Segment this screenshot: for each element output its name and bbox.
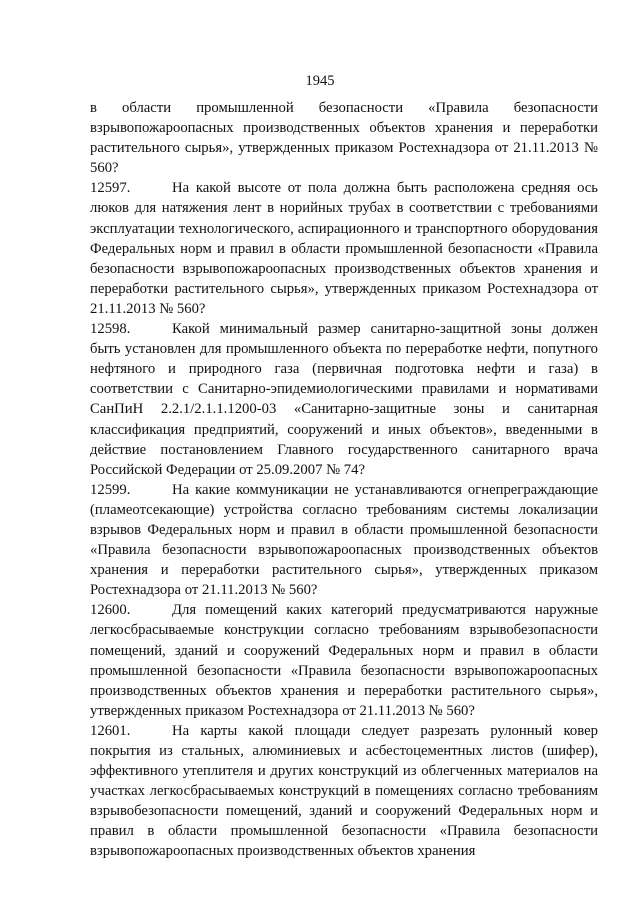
question-number: 12597.: [90, 180, 131, 197]
continuation-paragraph: в области промышленной безопасности «Правила безопасности взрывопожароопасных производственных объектов хранения и переработки растительного сырья», утвержденных приказом Ростехнадзора от 21.11.2013 № 560?: [90, 100, 598, 177]
question-text: Какой минимальный размер санитарно-защитной зоны должен быть установлен для промышленного объекта по переработке нефти, попутного нефтяного и природного газа (первичная подготовка нефти и газа) в соответствии с Санитарно-эпидемиологическими правилами и нормативами СанПиН 2.2.1/2.1.1.1200-03 «Санитарно-защитные зоны и санитарная классификация предприятий, сооружений и иных объектов», введенными в действие постановлением Главного государственного санитарного врача Российской Федерации от 25.09.2007 № 74?: [90, 321, 598, 478]
question-item: [90, 480, 598, 601]
question-number: 12599.: [90, 481, 131, 498]
question-item: [90, 600, 598, 721]
question-number: 12601.: [90, 722, 131, 739]
question-text: Для помещений каких категорий предусматриваются наружные легкосбрасываемые конструкции согласно требованиям взрывобезопасности помещений, зданий и сооружений Федеральных норм и правил в области промышленной безопасности «Правила безопасности взрывопожароопасных производственных объектов хранения и переработки растительного сырья», утвержденных приказом Ростехнадзора от 21.11.2013 № 560?: [90, 602, 598, 719]
question-text: На карты какой площади следует разрезать рулонный ковер покрытия из стальных, алюминиевых и асбестоцементных листов (шифер), эффективного утеплителя и других конструкций из облегченных материалов на участках легкосбрасываемых конструкций в помещениях согласно требованиям взрывобезопасности помещений, зданий и сооружений Федеральных норм и правил в области промышленной безопасности «Правила безопасности взрывопожароопасных производственных объектов хранения: [90, 722, 598, 860]
question-text: На какой высоте от пола должна быть расположена средняя ось люков для натяжения лент в норийных трубах в соответствии с требованиями эксплуатации технологического, аспирационного и транспортного оборудования Федеральных норм и правил в области промышленной безопасности «Правила безопасности взрывопожароопасных производственных объектов хранения и переработки растительного сырья», утвержденных приказом Ростехнадзора от 21.11.2013 № 560?: [90, 180, 598, 317]
question-item: [90, 721, 598, 862]
document-body: [90, 98, 598, 862]
page-number: 1945: [305, 73, 335, 89]
question-text: На какие коммуникации не устанавливаются огнепреграждающие (пламеотсекающие) устройства согласно требованиям системы локализации взрывов Федеральных норм и правил в области промышленной безопасности «Правила безопасности взрывопожароопасных производственных объектов хранения и переработки растительного сырья», утвержденных приказом Ростехнадзора от 21.11.2013 № 560?: [90, 481, 598, 599]
question-item: [90, 319, 598, 480]
question-number: 12600.: [90, 602, 131, 619]
question-number: 12598.: [90, 321, 131, 338]
question-item: [90, 178, 598, 319]
